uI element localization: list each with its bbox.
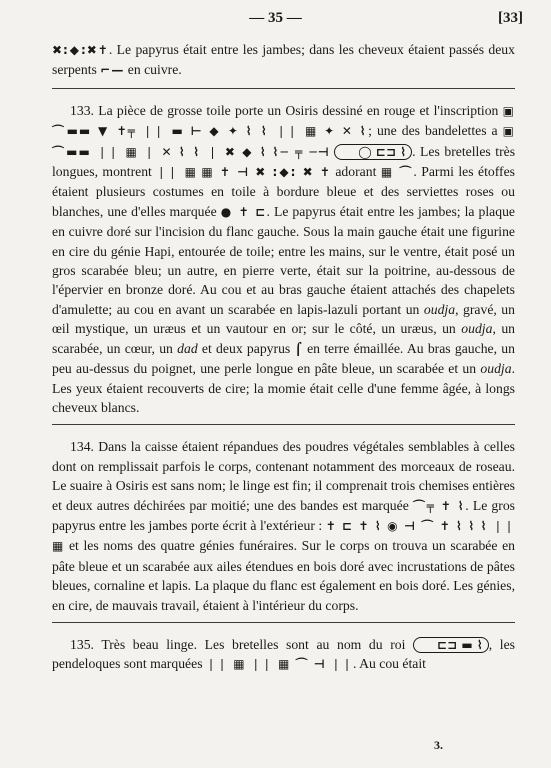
hieroglyph-group: ▣ ⌒▬▬ ▼ ✝╤ ❘❘ ▬ ⊢ ◆ ✦ ⌇ ⌇ ❘❘ ▦ ✦ ✕ ⌇ [52, 103, 515, 139]
text-run: , les pendeloques sont marquées [52, 636, 515, 672]
hieroglyph-group: ▣ ⌒▬▬ ❘❘ ▦ ❘ ✕ ⌇ ⌇ ❘ ✖ ◆ ⌇ [52, 124, 515, 159]
italic-term: oudja [461, 321, 493, 337]
hieroglyph-group: ● ✝ ⊏ [220, 204, 267, 219]
text-run: , un scarabée, un cœur, un [52, 321, 516, 356]
paragraph-135 [52, 635, 515, 675]
text-body [52, 40, 515, 675]
text-run: . Les bretelles très longues, montrent [52, 143, 516, 180]
hieroglyph-group: ❘❘ ▦ ❘❘ ▦ ⌒ ⊣ ❘❘ [205, 657, 353, 672]
text-run: 135. Très beau linge. Les bretelles sont au nom du roi [70, 636, 414, 652]
snake-hieroglyph-icon: ⌐— [100, 63, 125, 78]
hieroglyph-group: ▦ ⌒ [380, 165, 414, 180]
section-divider [52, 88, 515, 89]
bracket-page-number: [33] [498, 10, 523, 26]
italic-term: dad [177, 340, 198, 356]
text-run: en cuivre. [124, 62, 182, 78]
text-run: 133. La pièce de grosse toile porte un Osiris dessiné en rouge et l'inscription [70, 102, 503, 118]
page-number: — 35 — [249, 10, 302, 26]
text-run: et deux papyrus [197, 340, 295, 356]
cartouche: ◯ ⊏⊐ ⌇ [334, 144, 412, 160]
text-run: en terre émaillée. Au bras gauche, un peu au-dessus du poignet, une perle longue en pâte bleue, un scarabée et un [52, 340, 515, 377]
italic-term: oudja [480, 361, 512, 377]
text-run: 134. Dans la caisse étaient répandues des poudres végétales semblables à celles dont on remplissait parfois le corps, contenant notamment des morceaux de roseau. Le suaire à Osiris est sans nom; le linge est fin; il comprenait trois chemises entières et deux autres déchirées par moitié; une des bandes est marquée [52, 439, 515, 513]
paragraph-133 [52, 101, 515, 418]
hieroglyph-group: ✝ ⊏ ✝ ⌇ ◉ ⊣ ⌒ ✝ ⌇ ⌇ ⌇ ❘❘ ▦ [52, 518, 515, 554]
hieroglyph-group: ▦ ✝ ⊣ ✖ :◆: ✖ ✝ [201, 165, 331, 180]
papyrus-hieroglyph-icon: ⌠ [294, 341, 303, 356]
text-run: , gravé, un œil mystique, un uræus et un vautour en or; sur le côté, un uræus, un [52, 301, 515, 337]
cartouche: ⊏⊐ ▬ ⌇ [413, 637, 489, 653]
page-header [0, 10, 551, 32]
hieroglyph-group: ⌒╤ ✝ ⌇ [412, 498, 466, 513]
hieroglyph-group: ⌇─ ╤ ─⊣ [272, 144, 330, 159]
paragraph-134 [52, 437, 515, 615]
section-divider [52, 622, 515, 623]
text-run: . Parmi les étoffes étaient plusieurs costumes en toile à bordure bleue et des serviettes roses ou blanches, une d'elles marquée [52, 164, 515, 219]
text-run: . Le papyrus était entre les jambes; dans les cheveux étaient passés deux serpents [52, 42, 515, 78]
section-divider [52, 424, 515, 425]
text-run: . Le papyrus était entre les jambes; la plaque en cuivre doré sur l'incision du flanc gauche. Sous la main gauche était une figurine en cire du génie Hapi, entourée de toile; entre les mains, sur le ventre, était posé un gros scarabée bleu; un autre, en pierre verte, était sur la poitrine, au-dessous de l'épervier en bronze doré. Au cou et au bras gauche étaient attachés des chapelets d'amulette; au cou en avant un scarabée en lapis-lazuli portant un [52, 203, 516, 317]
signature-mark: 3. [434, 738, 443, 752]
text-run: adorant [330, 164, 381, 180]
italic-term: oudja [423, 301, 456, 317]
hieroglyph-group: ❘❘ ▦ [156, 165, 197, 180]
text-run: et les noms des quatre génies funéraires. Sur le corps on trouva un scarabée en pâte bleue et un scarabée aux ailes étendues en bois doré avec incrustations de pâtes bleues, cornaline et lapis. La plaque du flanc est également en bois doré. Les génies, en cire, de mauvais travail, étaient à l'intérieur du corps. [52, 538, 515, 613]
text-run: . Au cou était [353, 656, 426, 672]
hieroglyph-group: ✖:◆:✖✝ [52, 43, 109, 57]
text-run: . Le gros papyrus entre les jambes porte écrit à l'extérieur : [52, 497, 515, 533]
paragraph-continuation [52, 40, 515, 81]
text-run: ; une des bandelettes a [368, 123, 503, 139]
text-run: . Les yeux étaient recouverts de cire; la momie était celle d'une femme âgée, à longs cheveux blancs. [52, 361, 515, 415]
